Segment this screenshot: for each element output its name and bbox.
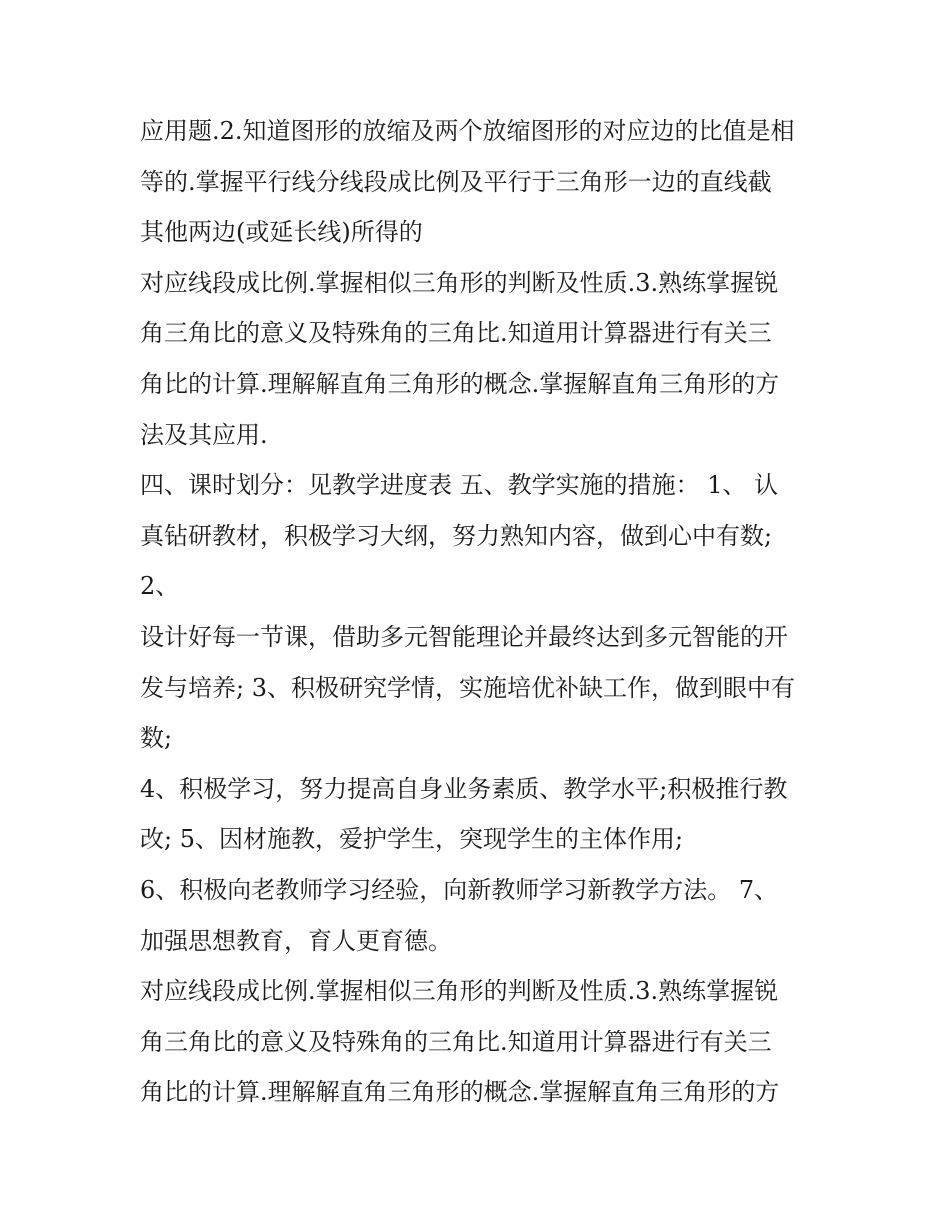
text-line-10: 2、: [140, 572, 180, 601]
text-line-19: 角三角比的意义及特殊角的三角比.知道用计算器进行有关三: [140, 1027, 772, 1056]
text-line-7: 法及其应用.: [140, 420, 268, 449]
text-line-17: 加强思想教育，育人更育德。: [140, 926, 452, 955]
text-line-2: 等的.掌握平行线分线段成比例及平行于三角形一边的直线截: [140, 167, 772, 196]
text-line-18: 对应线段成比例.掌握相似三角形的判断及性质.3.熟练掌握锐: [140, 977, 779, 1006]
text-line-14: 4、积极学习，努力提高自身业务素质、教学水平;积极推行教: [140, 774, 788, 803]
text-line-15: 改; 5、因材施教，爱护学生，突现学生的主体作用;: [140, 825, 684, 854]
text-line-8: 四、课时划分：见教学进度表 五、教学实施的措施： 1、 认: [140, 471, 779, 500]
text-line-20: 角比的计算.理解解直角三角形的概念.掌握解直角三角形的方: [140, 1078, 780, 1107]
text-line-9: 真钻研教材，积极学习大纲，努力熟知内容，做到心中有数;: [140, 521, 773, 550]
text-line-11: 设计好每一节课，借助多元智能理论并最终达到多元智能的开: [140, 622, 788, 651]
text-line-16: 6、积极向老教师学习经验，向新教师学习新教学方法。 7、: [140, 875, 779, 904]
text-line-3: 其他两边(或延长线)所得的: [140, 218, 423, 247]
text-line-6: 角比的计算.理解解直角三角形的概念.掌握解直角三角形的方: [140, 369, 780, 398]
body-text: [140, 106, 820, 1118]
text-line-13: 数;: [140, 724, 173, 753]
text-line-1: 应用题.2.知道图形的放缩及两个放缩图形的对应边的比值是相: [140, 117, 795, 145]
text-line-12: 发与培养; 3、积极研究学情，实施培优补缺工作，做到眼中有: [140, 673, 795, 702]
text-line-4: 对应线段成比例.掌握相似三角形的判断及性质.3.熟练掌握锐: [140, 268, 779, 297]
text-line-5: 角三角比的意义及特殊角的三角比.知道用计算器进行有关三: [140, 319, 772, 348]
